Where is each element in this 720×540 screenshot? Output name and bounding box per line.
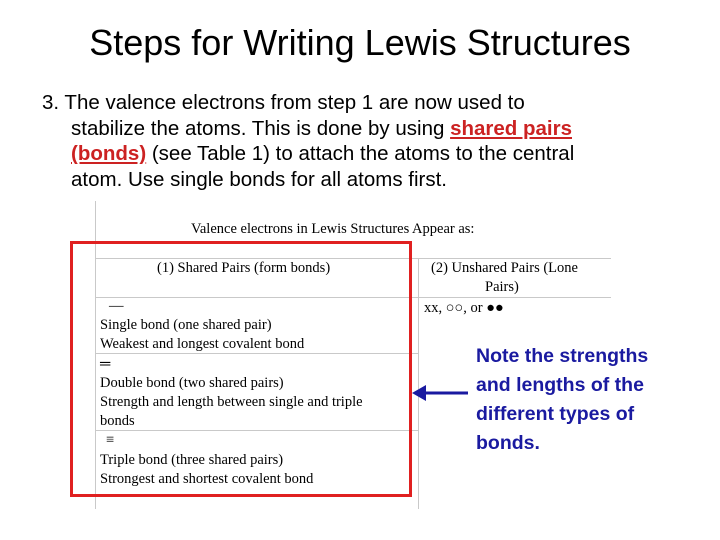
double-bond-symbol: ═ <box>100 356 111 372</box>
step-line-2 <box>42 116 682 142</box>
step-line-2-text: stabilize the atoms. This is done by using <box>71 116 451 140</box>
step-line-3 <box>42 141 682 167</box>
single-bond-desc: Weakest and longest covalent bond <box>100 336 305 352</box>
note-callout <box>476 342 648 458</box>
double-bond-desc-2: bonds <box>100 413 135 429</box>
triple-bond-desc: Strongest and shortest covalent bond <box>100 471 314 487</box>
unshared-pairs-header-line2: Pairs) <box>485 279 519 295</box>
arrow-left-icon <box>410 378 470 408</box>
bonds-highlight: (bonds) <box>71 142 147 165</box>
step-line-3-text: (see Table 1) to attach the atoms to the central <box>146 142 575 165</box>
step-text <box>42 90 682 192</box>
triple-bond-symbol: ≡ <box>106 432 115 448</box>
shared-pairs-highlight-box <box>70 241 412 497</box>
shared-pairs-header: (1) Shared Pairs (form bonds) <box>157 260 331 276</box>
note-line-2: and lengths of the <box>476 374 644 396</box>
double-bond-desc: Strength and length between single and triple <box>100 394 363 410</box>
shared-pairs-highlight: shared pairs <box>450 116 572 140</box>
step-line-1: 3. The valence electrons from step 1 are now used to <box>42 91 525 114</box>
lone-pair-notation: xx, ○○, or ●● <box>424 300 504 316</box>
step-line-4: atom. Use single bonds for all atoms first. <box>71 167 447 191</box>
note-line-1: Note the strengths <box>476 345 649 367</box>
single-bond-symbol: — <box>109 298 124 314</box>
slide-title: Steps for Writing Lewis Structures <box>89 22 631 63</box>
triple-bond-label: Triple bond (three shared pairs) <box>100 452 284 468</box>
note-line-4: bonds. <box>476 432 540 454</box>
single-bond-label: Single bond (one shared pair) <box>100 317 272 333</box>
table-heading: Valence electrons in Lewis Structures Appear as: <box>191 221 475 237</box>
double-bond-label: Double bond (two shared pairs) <box>100 375 284 391</box>
note-line-3: different types of <box>476 403 635 425</box>
unshared-pairs-header-line1: (2) Unshared Pairs (Lone <box>431 260 578 276</box>
